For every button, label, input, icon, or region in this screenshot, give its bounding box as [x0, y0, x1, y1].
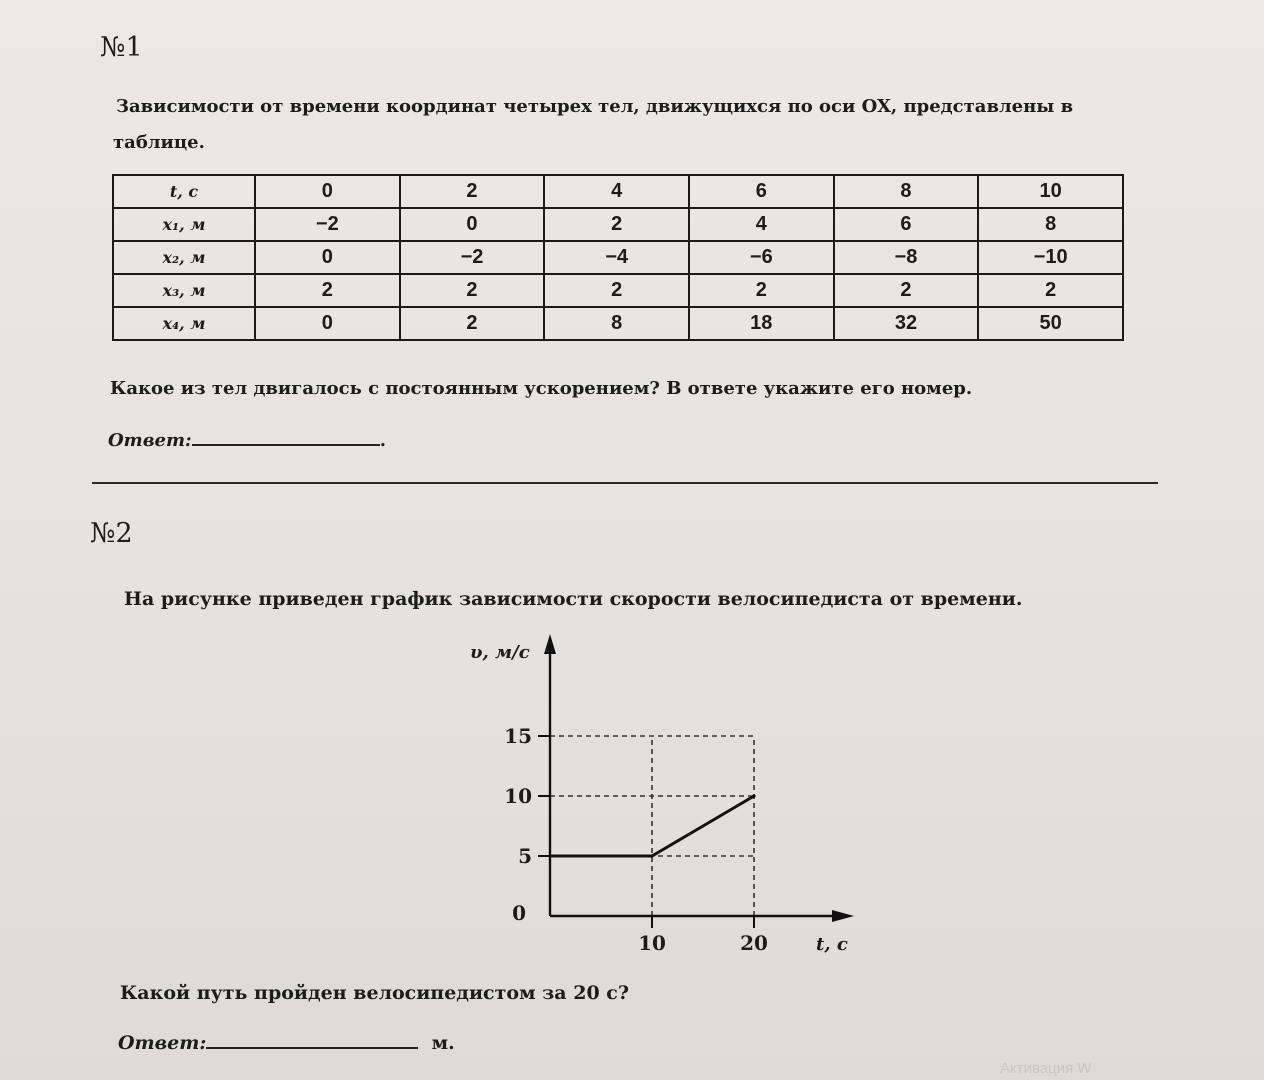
- task2-text: На рисунке приведен график зависимости скорости велосипедиста от времени.: [124, 588, 1023, 610]
- table-cell: 6: [834, 208, 979, 241]
- table-cell: −2: [400, 241, 545, 274]
- table-cell: 8: [978, 208, 1123, 241]
- y-axis-label: υ, м/с: [470, 642, 530, 663]
- x-axis-arrow: [832, 910, 854, 922]
- origin-label: 0: [512, 901, 526, 925]
- velocity-chart: [440, 628, 880, 958]
- table-row: [113, 307, 1123, 340]
- table-cell: 4: [544, 175, 689, 208]
- table-cell: 8: [544, 307, 689, 340]
- table-cell: −10: [978, 241, 1123, 274]
- section-divider: [92, 482, 1158, 484]
- task2-answer-row: [118, 1032, 455, 1054]
- table-cell: 2: [834, 274, 979, 307]
- table-header-row: [113, 175, 1123, 208]
- answer-label: Ответ:: [108, 430, 192, 451]
- table-row-label: x₄, м: [113, 307, 255, 340]
- table-cell: −8: [834, 241, 979, 274]
- y-tick-label: 5: [518, 844, 532, 868]
- table-cell: −2: [255, 208, 400, 241]
- table-cell: 0: [255, 307, 400, 340]
- x-axis-label: t, c: [816, 934, 848, 955]
- answer-blank-2[interactable]: [206, 1047, 418, 1049]
- answer-label-2: Ответ:: [118, 1032, 207, 1054]
- table-cell: 0: [400, 208, 545, 241]
- answer-suffix-2: м.: [431, 1032, 455, 1054]
- answer-suffix-1: .: [379, 430, 386, 451]
- table-cell: 2: [544, 208, 689, 241]
- task2-number: №2: [90, 518, 133, 549]
- x-tick-label: 10: [638, 931, 666, 955]
- task1-text-line2: таблице.: [113, 132, 205, 153]
- series-point: [548, 854, 551, 857]
- table-cell: 50: [978, 307, 1123, 340]
- table-cell: −6: [689, 241, 834, 274]
- table-row: [113, 208, 1123, 241]
- table-cell: 0: [255, 175, 400, 208]
- table-cell: 8: [834, 175, 979, 208]
- table-cell: 2: [978, 274, 1123, 307]
- task1-question: Какое из тел двигалось с постоянным ускорением? В ответе укажите его номер.: [110, 378, 973, 399]
- watermark-text: Активация W: [1000, 1060, 1092, 1077]
- table-cell: 32: [834, 307, 979, 340]
- table-cell: 2: [400, 307, 545, 340]
- table-row-label: x₁, м: [113, 208, 255, 241]
- answer-blank-1[interactable]: [192, 444, 380, 446]
- table-cell: −4: [544, 241, 689, 274]
- table-cell: 2: [544, 274, 689, 307]
- task1-text-line1: Зависимости от времени координат четырех тел, движущихся по оси OX, представлены в: [116, 96, 1074, 117]
- y-tick-label: 15: [504, 724, 532, 748]
- task1-answer-row: [108, 430, 386, 451]
- table-row-label: t, c: [113, 175, 255, 208]
- table-row: [113, 241, 1123, 274]
- task2-question: Какой путь пройден велосипедистом за 20 с?: [120, 982, 629, 1004]
- table-row-label: x₃, м: [113, 274, 255, 307]
- table-cell: 2: [400, 175, 545, 208]
- table-cell: 4: [689, 208, 834, 241]
- table-cell: 10: [978, 175, 1123, 208]
- task1-number: №1: [100, 32, 143, 63]
- coordinates-table: [112, 174, 1124, 341]
- table-cell: 2: [255, 274, 400, 307]
- y-axis-arrow: [544, 634, 556, 654]
- table-row-label: x₂, м: [113, 241, 255, 274]
- table-row: [113, 274, 1123, 307]
- table-cell: 2: [400, 274, 545, 307]
- x-tick-label: 20: [740, 931, 768, 955]
- table-cell: 2: [689, 274, 834, 307]
- series-point: [650, 854, 653, 857]
- table-cell: 6: [689, 175, 834, 208]
- y-tick-label: 10: [504, 784, 532, 808]
- series-point: [752, 794, 755, 797]
- table-cell: 18: [689, 307, 834, 340]
- table-cell: 0: [255, 241, 400, 274]
